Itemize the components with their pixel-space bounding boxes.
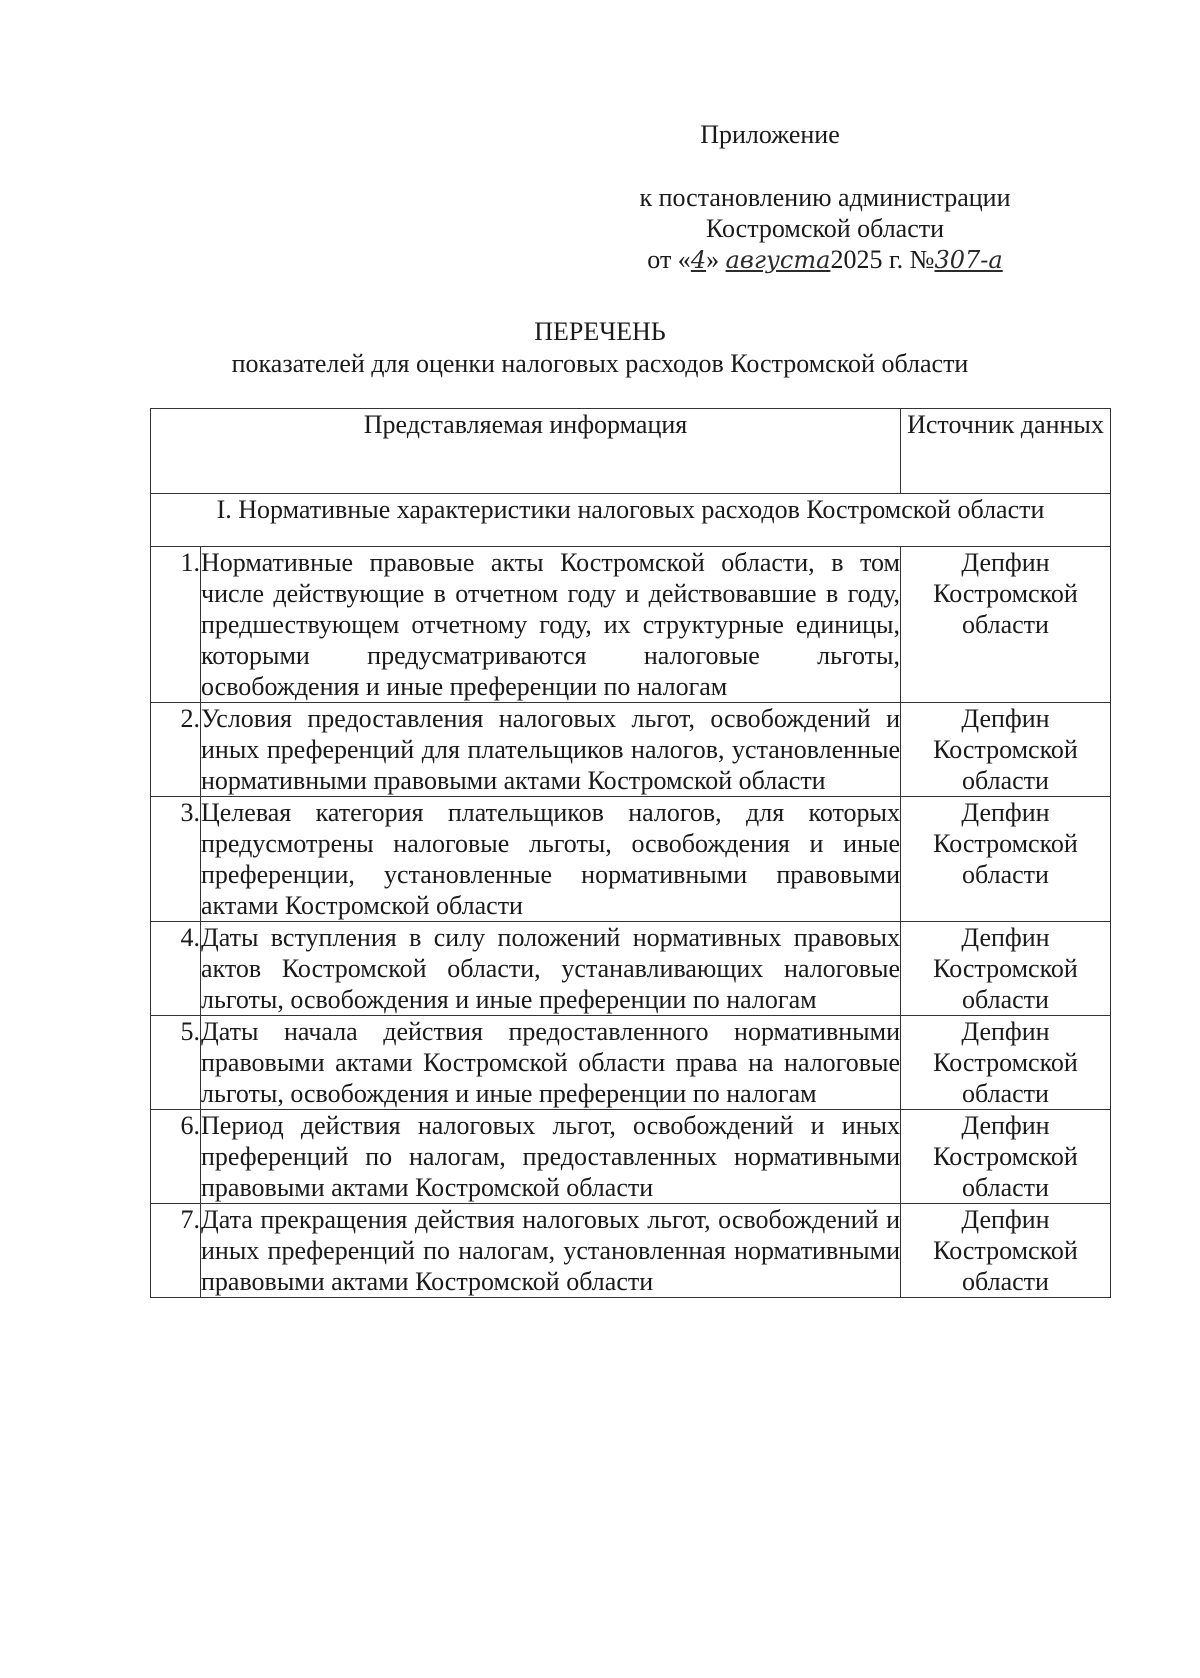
row-info: Условия предоставления налоговых льгот, освобождений и иных преференций для плательщиков налогов, установленные нормативными правовыми актами Костромской области: [201, 704, 900, 795]
row-number: 2.: [151, 703, 201, 797]
source-line: Костромской: [933, 954, 1078, 983]
source-line: Депфин: [961, 1111, 1050, 1140]
row-info: Период действия налоговых льгот, освобождений и иных преференций по налогам, предоставленных нормативными правовыми актами Костромской области: [201, 1111, 900, 1202]
date-mid: »: [706, 245, 726, 274]
source-line: области: [962, 610, 1049, 639]
row-source: [901, 1016, 1111, 1110]
date-prefix: от «: [647, 245, 691, 274]
header-info: Представляемая информация: [151, 409, 901, 494]
header-source: Источник данных: [901, 409, 1111, 494]
appendix-label: Приложение: [700, 120, 840, 149]
table-row: [151, 1204, 1111, 1298]
source-line: Костромской: [933, 1236, 1078, 1265]
row-info: Целевая категория плательщиков налогов, для которых предусмотрены налоговые льготы, освобождения и иные преференции, установленные нормативными правовыми актами Костромской области: [201, 798, 900, 920]
handwritten-month: августа: [725, 246, 831, 274]
row-info: Дата прекращения действия налоговых льгот, освобождений и иных преференций по налогам, установленная нормативными правовыми актами Костромской области: [201, 1205, 900, 1296]
source-line: области: [962, 860, 1049, 889]
table-row: [151, 797, 1111, 922]
source-line: Депфин: [961, 704, 1050, 733]
row-number: 4.: [151, 922, 201, 1016]
table-row: [151, 703, 1111, 797]
source-line: Депфин: [961, 1017, 1050, 1046]
row-info: Даты вступления в силу положений нормативных правовых актов Костромской области, устанавливающих налоговые льготы, освобождения и иные преференции по налогам: [201, 923, 900, 1014]
section-title: I. Нормативные характеристики налоговых расходов Костромской области: [151, 494, 1111, 547]
source-line: Костромской: [933, 1142, 1078, 1171]
document-subtitle: показателей для оценки налоговых расходов Костромской области: [231, 349, 969, 378]
source-line: Депфин: [961, 798, 1050, 827]
region-line: Костромской области: [705, 214, 945, 243]
row-source: [901, 797, 1111, 922]
table-body: [151, 494, 1111, 1298]
source-line: области: [962, 1267, 1049, 1296]
document-title-block: [0, 316, 1200, 380]
row-source: [901, 547, 1111, 703]
source-line: Костромской: [933, 735, 1078, 764]
date-year: 2025 г. №: [830, 245, 935, 274]
date-number-line: [647, 244, 1002, 276]
row-number: 5.: [151, 1016, 201, 1110]
row-source: [901, 1110, 1111, 1204]
source-line: Депфин: [961, 923, 1050, 952]
indicators-table: [150, 408, 1111, 1298]
row-number: 6.: [151, 1110, 201, 1204]
source-line: Костромской: [933, 579, 1078, 608]
table-row: [151, 922, 1111, 1016]
source-line: Костромской: [933, 1048, 1078, 1077]
appendix-details: [590, 182, 1060, 276]
table-row: [151, 1110, 1111, 1204]
source-line: Депфин: [961, 548, 1050, 577]
handwritten-day: 4: [690, 246, 707, 274]
section-row: [151, 494, 1111, 547]
table-row: [151, 1016, 1111, 1110]
row-source: [901, 703, 1111, 797]
source-line: области: [962, 1173, 1049, 1202]
table-header-row: [151, 409, 1111, 494]
source-line: области: [962, 985, 1049, 1014]
resolution-line: к постановлению администрации: [639, 183, 1011, 212]
row-number: 1.: [151, 547, 201, 703]
source-line: области: [962, 1079, 1049, 1108]
source-line: области: [962, 766, 1049, 795]
source-line: Депфин: [961, 1205, 1050, 1234]
table-row: [151, 547, 1111, 703]
row-number: 3.: [151, 797, 201, 922]
handwritten-number: 307-а: [934, 246, 1003, 274]
row-number: 7.: [151, 1204, 201, 1298]
row-info: Нормативные правовые акты Костромской области, в том числе действующие в отчетном году и действовавшие в году, предшествующем отчетному году, их структурные единицы, которыми предусматриваются налоговые льготы, освобождения и иные преференции по налогам: [201, 548, 900, 701]
row-source: [901, 922, 1111, 1016]
source-line: Костромской: [933, 829, 1078, 858]
row-source: [901, 1204, 1111, 1298]
document-title: ПЕРЕЧЕНЬ: [534, 317, 666, 346]
row-info: Даты начала действия предоставленного нормативными правовыми актами Костромской области права на налоговые льготы, освобождения и иные преференции по налогам: [201, 1017, 900, 1108]
